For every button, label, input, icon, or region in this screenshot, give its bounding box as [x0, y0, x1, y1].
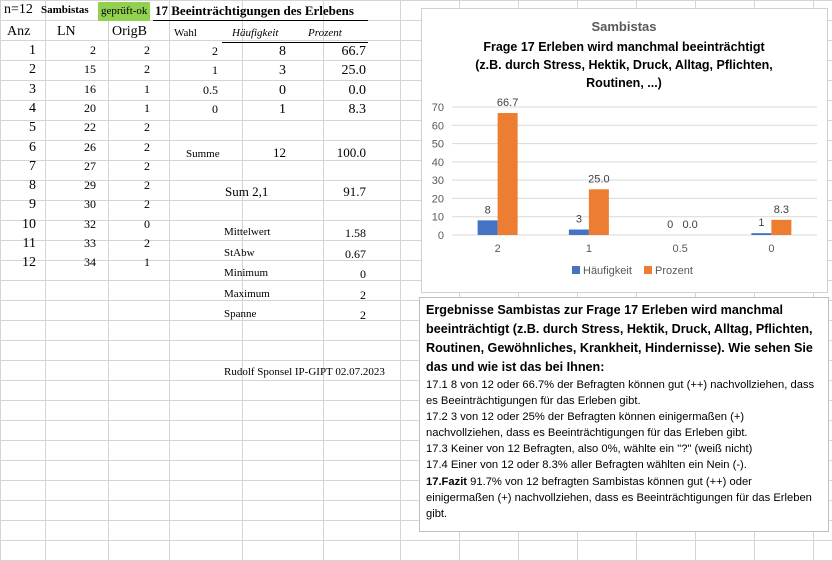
- summe-prozent: 100.0: [310, 145, 366, 161]
- stat-label: Mittelwert: [224, 226, 270, 238]
- grid-cell[interactable]: [46, 481, 109, 501]
- legend-swatch: [572, 266, 580, 274]
- grid-cell[interactable]: [637, 541, 696, 561]
- row-ln: 32: [44, 217, 96, 232]
- grid-cell[interactable]: [170, 441, 243, 461]
- grid-cell[interactable]: [170, 541, 243, 561]
- fazit-line: [426, 474, 822, 522]
- summe-haeufigkeit: 12: [240, 145, 286, 161]
- grid-cell[interactable]: [324, 341, 401, 361]
- bar-data-label: 66.7: [497, 97, 518, 109]
- col-origb: OrigB: [112, 24, 147, 40]
- stat-value: 0.67: [310, 247, 366, 262]
- grid-cell[interactable]: [46, 301, 109, 321]
- row-origb: 1: [98, 101, 150, 116]
- freq-haeufigkeit: 3: [240, 63, 286, 79]
- result-line-2: 17.2 3 von 12 oder 25% der Befragten können einigermaßen (+) nachvollziehen, dass es Beeinträchtigungen für das Erleben gibt.: [426, 409, 822, 441]
- row-ln: 29: [44, 178, 96, 193]
- row-origb: 2: [98, 159, 150, 174]
- row-anz: 5: [2, 120, 36, 136]
- col-anz: Anz: [7, 24, 30, 40]
- freq-wahl: 1: [170, 63, 218, 78]
- grid-cell[interactable]: [170, 401, 243, 421]
- header-underline: [222, 42, 368, 43]
- row-origb: 1: [98, 82, 150, 97]
- grid-cell[interactable]: [109, 441, 170, 461]
- freq-prozent: 8.3: [310, 102, 366, 118]
- stat-label: Maximum: [224, 288, 270, 300]
- row-anz: 4: [2, 101, 36, 117]
- row-ln: 26: [44, 140, 96, 155]
- grid-cell[interactable]: [170, 421, 243, 441]
- bar-data-label: 0: [667, 219, 673, 231]
- row-origb: 2: [98, 140, 150, 155]
- freq-prozent: 66.7: [310, 44, 366, 60]
- col-ln: LN: [57, 24, 76, 40]
- y-tick-label: 60: [432, 120, 444, 132]
- grid-cell[interactable]: [1, 541, 46, 561]
- row-anz: 12: [2, 255, 36, 271]
- freq-haeufigkeit: 1: [240, 102, 286, 118]
- freq-haeufigkeit: 0: [240, 83, 286, 99]
- grid-cell[interactable]: [243, 321, 324, 341]
- freq-haeufigkeit: 8: [240, 44, 286, 60]
- grid-cell[interactable]: [243, 481, 324, 501]
- grid-cell[interactable]: [46, 541, 109, 561]
- bar-data-label: 0.0: [682, 219, 697, 231]
- grid-cell[interactable]: [1, 321, 46, 341]
- summe-label: Summe: [186, 148, 220, 160]
- grid-cell[interactable]: [324, 461, 401, 481]
- col-wahl: Wahl: [174, 27, 197, 39]
- grid-cell[interactable]: [46, 281, 109, 301]
- grid-cell[interactable]: [46, 381, 109, 401]
- y-tick-label: 40: [432, 157, 444, 169]
- grid-cell[interactable]: [109, 521, 170, 541]
- grid-cell[interactable]: [243, 521, 324, 541]
- grid-cell[interactable]: [324, 321, 401, 341]
- grid-cell[interactable]: [324, 541, 401, 561]
- bar-data-label: 8.3: [774, 204, 789, 216]
- fazit-label: 17.Fazit: [426, 476, 467, 488]
- stat-label: StAbw: [224, 247, 255, 259]
- grid-cell[interactable]: [1, 441, 46, 461]
- result-line-3: 17.3 Keiner von 12 Befragten, also 0%, wählte ein "?" (weiß nicht): [426, 441, 822, 457]
- grid-cell[interactable]: [696, 541, 755, 561]
- grid-cell[interactable]: [46, 441, 109, 461]
- stat-value: 0: [310, 267, 366, 282]
- freq-wahl: 0: [170, 102, 218, 117]
- grid-cell[interactable]: [243, 201, 324, 221]
- x-tick-label: 1: [586, 243, 592, 255]
- grid-cell[interactable]: [46, 401, 109, 421]
- freq-prozent: 25.0: [310, 63, 366, 79]
- y-tick-label: 20: [432, 193, 444, 205]
- grid-cell[interactable]: [578, 541, 637, 561]
- grid-cell[interactable]: [170, 161, 243, 181]
- grid-cell[interactable]: [324, 401, 401, 421]
- grid-cell[interactable]: [170, 461, 243, 481]
- grid-cell[interactable]: [109, 461, 170, 481]
- grid-cell[interactable]: [46, 21, 109, 41]
- x-tick-label: 0.5: [672, 243, 687, 255]
- grid-cell[interactable]: [109, 501, 170, 521]
- grid-cell[interactable]: [170, 381, 243, 401]
- author-credit: Rudolf Sponsel IP-GIPT 02.07.2023: [224, 366, 385, 378]
- grid-cell[interactable]: [170, 341, 243, 361]
- legend-label: Prozent: [655, 265, 693, 277]
- chart-subtitle-line: (z.B. durch Stress, Hektik, Druck, Alltag, Pflichten,: [475, 58, 773, 72]
- bar-prozent: [771, 220, 791, 235]
- grid-cell[interactable]: [1, 461, 46, 481]
- grid-cell[interactable]: [243, 121, 324, 141]
- grid-cell[interactable]: [401, 541, 460, 561]
- row-ln: 34: [44, 255, 96, 270]
- title-underline: [153, 20, 368, 21]
- bar-data-label: 1: [758, 217, 764, 229]
- grid-cell[interactable]: [1, 301, 46, 321]
- grid-cell[interactable]: [170, 201, 243, 221]
- legend-swatch: [644, 266, 652, 274]
- bar-data-label: 25.0: [588, 173, 609, 185]
- grid-cell[interactable]: [243, 541, 324, 561]
- row-ln: 33: [44, 236, 96, 251]
- grid-cell[interactable]: [324, 501, 401, 521]
- n-label: n=12: [4, 2, 33, 18]
- row-anz: 9: [2, 197, 36, 213]
- row-origb: 0: [98, 217, 150, 232]
- row-ln: 22: [44, 120, 96, 135]
- row-origb: 2: [98, 62, 150, 77]
- result-textbox: [419, 297, 829, 532]
- grid-cell[interactable]: [324, 381, 401, 401]
- y-tick-label: 30: [432, 175, 444, 187]
- grid-cell[interactable]: [170, 321, 243, 341]
- grid-cell[interactable]: [46, 421, 109, 441]
- row-ln: 20: [44, 101, 96, 116]
- grid-cell[interactable]: [324, 481, 401, 501]
- fazit-text: 91.7% von 12 befragten Sambistas können gut (++) oder einigermaßen (+) nachvollziehen, dass es Beeinträchtigungen für das Erleben gibt.: [426, 476, 812, 520]
- row-origb: 2: [98, 43, 150, 58]
- chart-svg: [422, 9, 827, 292]
- grid-cell[interactable]: [243, 381, 324, 401]
- grid-cell[interactable]: [324, 421, 401, 441]
- bar-prozent: [498, 113, 518, 235]
- row-ln: 30: [44, 197, 96, 212]
- freq-wahl: 2: [170, 44, 218, 59]
- x-tick-label: 2: [495, 243, 501, 255]
- grid-cell[interactable]: [243, 341, 324, 361]
- row-ln: 27: [44, 159, 96, 174]
- grid-row: [1, 541, 832, 561]
- row-anz: 10: [2, 217, 36, 233]
- bar-haeufigkeit: [751, 233, 771, 235]
- grid-cell[interactable]: [109, 541, 170, 561]
- grid-cell[interactable]: [243, 501, 324, 521]
- grid-cell[interactable]: [324, 121, 401, 141]
- grid-cell[interactable]: [109, 361, 170, 381]
- grid-cell[interactable]: [109, 381, 170, 401]
- bar-haeufigkeit: [569, 230, 589, 235]
- grid-cell[interactable]: [1, 521, 46, 541]
- chart-title: Sambistas: [591, 19, 656, 34]
- stat-label: Spanne: [224, 308, 256, 320]
- grid-cell[interactable]: [243, 421, 324, 441]
- y-tick-label: 50: [432, 139, 444, 151]
- y-tick-label: 10: [432, 212, 444, 224]
- textbox-heading: Ergebnisse Sambistas zur Frage 17 Erleben wird manchmal beeinträchtigt (z.B. durch Stress, Hektik, Druck, Alltag, Pflichten, Routinen, Gewöhnliches, Krankheit, Hindernisse). Wie sehen Sie das und wie ist das bei Ihnen:: [426, 301, 822, 377]
- row-origb: 2: [98, 178, 150, 193]
- bar-data-label: 8: [485, 204, 491, 216]
- grid-cell[interactable]: [324, 521, 401, 541]
- grid-cell[interactable]: [46, 501, 109, 521]
- stat-value: 1.58: [310, 226, 366, 241]
- grid-cell[interactable]: [46, 521, 109, 541]
- row-anz: 2: [2, 62, 36, 78]
- sum21-prozent: 91.7: [310, 184, 366, 200]
- group-label: Sambistas: [41, 4, 89, 16]
- result-line-4: 17.4 Einer von 12 oder 8.3% aller Befragten wählten ein Nein (-).: [426, 457, 822, 473]
- row-anz: 8: [2, 178, 36, 194]
- col-haeufigkeit: Häufigkeit: [232, 27, 278, 39]
- row-anz: 7: [2, 159, 36, 175]
- grid-cell[interactable]: [243, 161, 324, 181]
- grid-cell[interactable]: [109, 281, 170, 301]
- chart-subtitle-line: Frage 17 Erleben wird manchmal beeinträchtigt: [483, 40, 765, 54]
- bar-prozent: [589, 189, 609, 235]
- grid-cell[interactable]: [170, 121, 243, 141]
- grid-cell[interactable]: [1, 381, 46, 401]
- result-line-1: 17.1 8 von 12 oder 66.7% der Befragten können gut (++) nachvollziehen, dass es Beeinträchtigungen für das Erleben gibt.: [426, 377, 822, 409]
- grid-cell[interactable]: [46, 461, 109, 481]
- grid-cell[interactable]: [170, 481, 243, 501]
- row-anz: 3: [2, 82, 36, 98]
- sum21-label: Sum 2,1: [225, 184, 268, 200]
- row-anz: 6: [2, 140, 36, 156]
- x-tick-label: 0: [768, 243, 774, 255]
- legend-label: Häufigkeit: [583, 265, 632, 277]
- grid-cell[interactable]: [324, 201, 401, 221]
- grid-cell[interactable]: [46, 321, 109, 341]
- row-ln: 16: [44, 82, 96, 97]
- bar-haeufigkeit: [478, 220, 498, 235]
- row-anz: 1: [2, 43, 36, 59]
- col-prozent: Prozent: [308, 27, 342, 39]
- grid-cell[interactable]: [1, 341, 46, 361]
- grid-cell[interactable]: [814, 541, 832, 561]
- y-tick-label: 70: [432, 102, 444, 114]
- grid-cell[interactable]: [324, 161, 401, 181]
- grid-cell[interactable]: [46, 341, 109, 361]
- grid-cell[interactable]: [1, 401, 46, 421]
- grid-cell[interactable]: [109, 321, 170, 341]
- grid-cell[interactable]: [460, 541, 519, 561]
- stat-value: 2: [310, 288, 366, 303]
- bar-data-label: 3: [576, 214, 582, 226]
- grid-cell[interactable]: [109, 421, 170, 441]
- grid-cell[interactable]: [1, 481, 46, 501]
- freq-wahl: 0.5: [170, 83, 218, 98]
- grid-cell[interactable]: [1, 281, 46, 301]
- row-origb: 2: [98, 120, 150, 135]
- grid-cell[interactable]: [46, 361, 109, 381]
- chart-subtitle-line: Routinen, ...): [586, 76, 662, 90]
- grid-cell[interactable]: [170, 501, 243, 521]
- grid-cell[interactable]: [243, 401, 324, 421]
- grid-cell[interactable]: [109, 341, 170, 361]
- row-origb: 1: [98, 255, 150, 270]
- checked-badge: geprüft-ok: [98, 2, 150, 21]
- row-ln: 2: [44, 43, 96, 58]
- row-anz: 11: [2, 236, 36, 252]
- grid-cell[interactable]: [755, 541, 814, 561]
- grid-cell[interactable]: [1, 501, 46, 521]
- bar-chart: [421, 8, 828, 293]
- row-origb: 2: [98, 236, 150, 251]
- y-tick-label: 0: [438, 230, 444, 242]
- row-origb: 2: [98, 197, 150, 212]
- grid-cell[interactable]: [243, 461, 324, 481]
- grid-cell[interactable]: [324, 441, 401, 461]
- stat-label: Minimum: [224, 267, 268, 279]
- grid-cell[interactable]: [519, 541, 578, 561]
- freq-prozent: 0.0: [310, 83, 366, 99]
- grid-cell[interactable]: [109, 401, 170, 421]
- grid-cell[interactable]: [109, 481, 170, 501]
- stat-value: 2: [310, 308, 366, 323]
- grid-cell[interactable]: [243, 441, 324, 461]
- grid-cell[interactable]: [1, 421, 46, 441]
- grid-cell[interactable]: [1, 361, 46, 381]
- grid-cell[interactable]: [170, 521, 243, 541]
- question-title: 17 Beeinträchtigungen des Erlebens: [155, 3, 354, 19]
- row-ln: 15: [44, 62, 96, 77]
- grid-cell[interactable]: [109, 301, 170, 321]
